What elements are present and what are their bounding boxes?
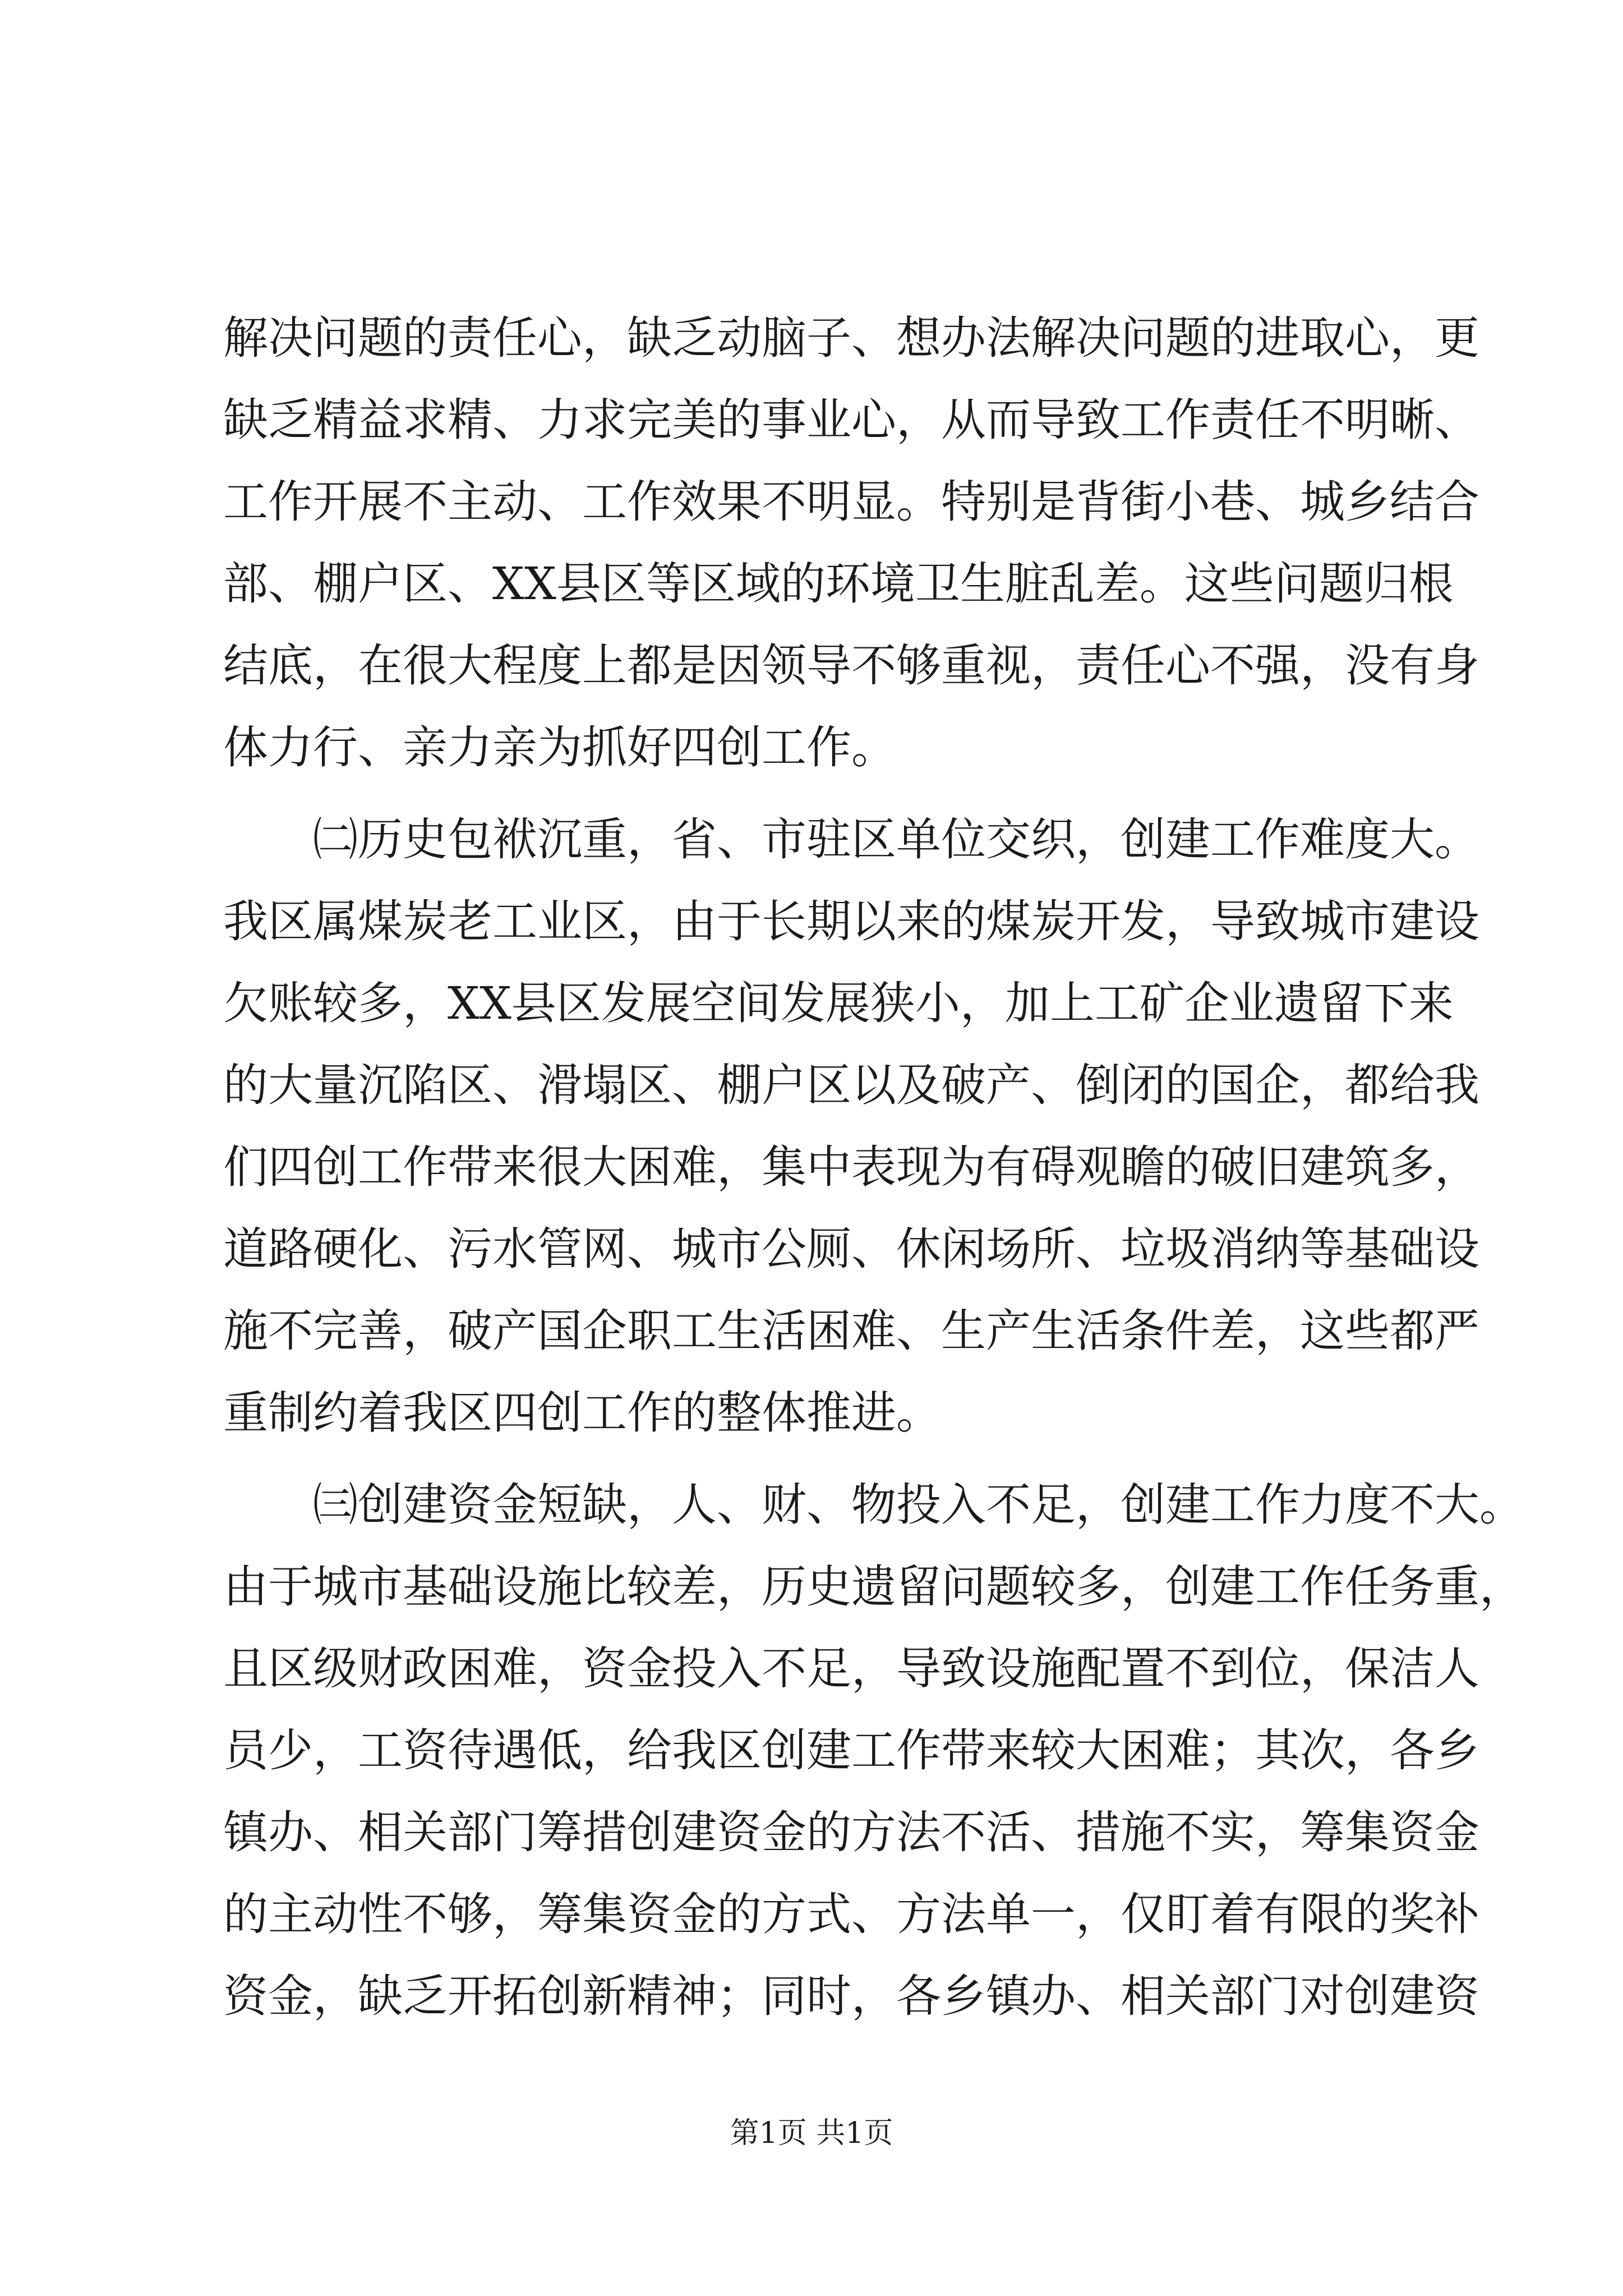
text-line: 解决问题的责任心，缺乏动脑子、想办法解决问题的进取心，更 [223,312,1479,364]
text-line: 且区级财政困难，资金投入不足，导致设施配置不到位，保洁人 [223,1642,1479,1695]
page-footer: 第1页 共1页 [730,2116,893,2150]
text-line: 的大量沉陷区、滑塌区、棚户区以及破产、倒闭的国企，都给我 [223,1059,1479,1111]
text-line: 重制约着我区四创工作的整体推进。 [223,1387,941,1439]
text-line: 们四创工作带来很大困难，集中表现为有碍观瞻的破旧建筑多， [223,1141,1479,1193]
text-line: 由于城市基础设施比较差，历史遗留问题较多，创建工作任务重， [223,1561,1524,1613]
section-heading-2: ㈡历史包袱沉重，省、市驻区单位交织，创建工作难度大。 [313,813,1479,866]
document-body [223,297,1524,2037]
text-line: 结底，在很大程度上都是因领导不够重视，责任心不强，没有身 [223,639,1479,692]
section-heading-3: ㈢创建资金短缺，人、财、物投入不足，创建工作力度不大。 [313,1479,1524,1531]
text-line: 工作开展不主动、工作效果不明显。特别是背街小巷、城乡结合 [223,476,1479,528]
text-line: 镇办、相关部门筹措创建资金的方法不活、措施不实，筹集资金 [223,1806,1479,1858]
text-line: 缺乏精益求精、力求完美的事业心，从而导致工作责任不明晰、 [223,394,1479,446]
text-line: 施不完善，破产国企职工生活困难、生产生活条件差，这些都严 [223,1305,1479,1357]
text-line: 欠账较多，XX县区发展空间发展狭小，加上工矿企业遗留下来 [223,977,1454,1029]
text-line: 道路硬化、污水管网、城市公厕、休闲场所、垃圾消纳等基础设 [223,1223,1479,1275]
text-line: 资金，缺乏开拓创新精神；同时，各乡镇办、相关部门对创建资 [223,1970,1479,2022]
text-line: 体力行、亲力亲为抓好四创工作。 [223,721,896,774]
text-line: 我区属煤炭老工业区，由于长期以来的煤炭开发，导致城市建设 [223,895,1479,947]
text-line: 员少，工资待遇低，给我区创建工作带来较大困难；其次，各乡 [223,1724,1479,1777]
text-line: 部、棚户区、XX县区等区域的环境卫生脏乱差。这些问题归根 [223,558,1454,610]
text-line: 的主动性不够，筹集资金的方式、方法单一，仅盯着有限的奖补 [223,1888,1479,1940]
